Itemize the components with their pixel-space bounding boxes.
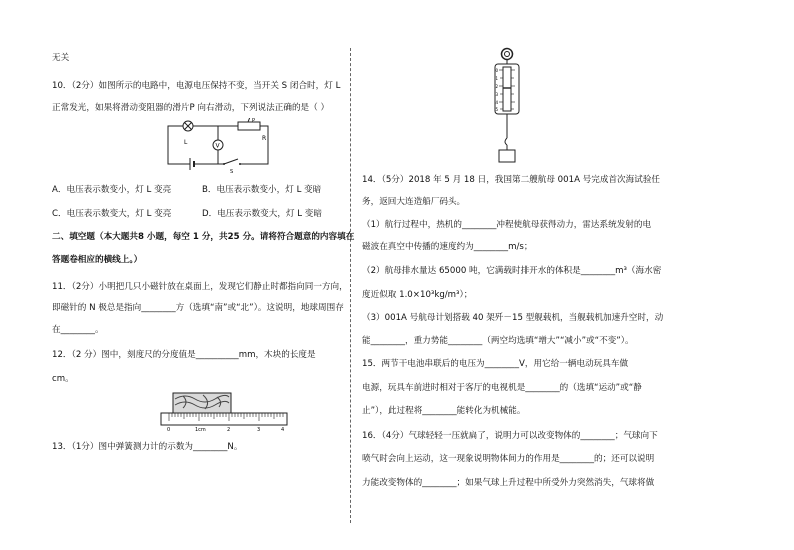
q10-label-p: P — [252, 118, 256, 124]
ruler-label-0: 0 — [167, 427, 171, 433]
q10-label-s: S — [230, 169, 234, 174]
ruler-label-2: 2 — [227, 427, 231, 433]
q14-part2-line2: 度近似取 1.0×10³kg/m³）； — [362, 290, 473, 300]
q10-option-d: D．电压表示数变大，灯 L 变暗 — [202, 209, 322, 219]
q11-line3: 在________。 — [52, 325, 104, 335]
q16-line2: 喷气时会向上运动，这一现象说明物体间力的作用是________的；还可以说明 — [362, 454, 655, 464]
q14-part1-line2: 磁波在真空中传播的速度约为________m/s； — [362, 242, 533, 252]
q12-line1: 12．（2 分）图中，刻度尺的分度值是__________mm，木块的长度是 — [52, 350, 316, 360]
q11-line1: 11．（2分）小明把几只小磁针放在桌面上，发现它们静止时都指向同一方向， — [52, 282, 348, 292]
scale-label-1: 1 — [495, 76, 499, 81]
ruler-label-4: 4 — [281, 427, 285, 433]
q14-line1: 14．（5分）2018 年 5 月 18 日，我国第二艘航母 001A 号完成首次海试验任 — [362, 175, 661, 185]
q14-line2: 务，返回大连造船厂码头。 — [362, 197, 466, 207]
q10-option-c: C．电压表示数变大，灯 L 变亮 — [52, 209, 172, 219]
q14-part1-line1: （1）航行过程中，热机的________冲程使航母获得动力，雷达系统发射的电 — [362, 220, 652, 230]
q10-option-a: A．电压表示数变小，灯 L 变亮 — [52, 185, 172, 195]
q10-option-b: B．电压表示数变小，灯 L 变暗 — [202, 185, 322, 195]
q10-label-l: L — [184, 139, 188, 146]
spring-scale-figure — [490, 46, 530, 168]
scale-label-4: 4 — [495, 100, 499, 105]
ruler-label-1cm: 1cm — [195, 427, 206, 433]
q10-stem-line1: 10．（2分）如图所示的电路中，电源电压保持不变，当开关 S 闭合时，灯 L — [52, 81, 341, 91]
q15-line3: 止”），此过程将________能转化为机械能。 — [362, 406, 526, 416]
section-2-heading-line1: 二、填空题（本大题共8 小题，每空 1 分，共25 分。请将符合题意的内容填在 — [52, 232, 355, 242]
ruler-with-wood-block-figure — [159, 391, 291, 435]
q15-line2: 电源，玩具车前进时相对于客厅的电视机是________的（选填“运动”或“静 — [362, 383, 642, 393]
q16-line1: 16．（4分）气球轻轻一压就扁了，说明力可以改变物体的________；气球向下 — [362, 431, 658, 441]
question-13: 13．（1分）图中弹簧测力计的示数为________N。 — [52, 442, 243, 452]
q14-part3-line1: （3）001A 号航母计划搭载 40 架歼－15 型舰载机，当舰载机加速升空时，动 — [362, 313, 664, 323]
column-divider — [350, 48, 351, 523]
q14-part2-line1: （2）航母排水量达 65000 吨，它满载时排开水的体积是________m³（海水密 — [362, 266, 662, 276]
q10-circuit-diagram — [160, 118, 282, 174]
ruler-label-3: 3 — [257, 427, 261, 433]
section-2-heading-line2: 答题卷相应的横线上。） — [52, 255, 143, 265]
q10-stem-line2: 正常发光，如果将滑动变阻器的滑片P 向右滑动，下列说法正确的是（ ） — [52, 103, 330, 113]
q15-line1: 15．两节干电池串联后的电压为________V，用它给一辆电动玩具车做 — [362, 359, 629, 369]
q14-part3-line2: 能________，重力势能________（两空均选填“增大”“减小”或“不变”）。 — [362, 336, 634, 346]
q10-label-v: V — [215, 142, 220, 150]
scale-label-2: 2 — [495, 84, 499, 89]
scale-label-0: 0 — [495, 68, 499, 73]
q10-label-r: R — [262, 135, 267, 142]
scale-label-5: 5 — [495, 107, 499, 112]
q12-line2: cm。 — [52, 374, 74, 384]
q16-line3: 力能改变物体的________；如果气球上升过程中所受外力突然消失，气球将做 — [362, 478, 655, 488]
previous-question-tail: 无关 — [52, 53, 70, 63]
q11-line2: 即磁针的 N 极总是指向________方（选填“南”或“北”）。这说明，地球周围存 — [52, 303, 344, 313]
scale-label-3: 3 — [495, 92, 499, 97]
